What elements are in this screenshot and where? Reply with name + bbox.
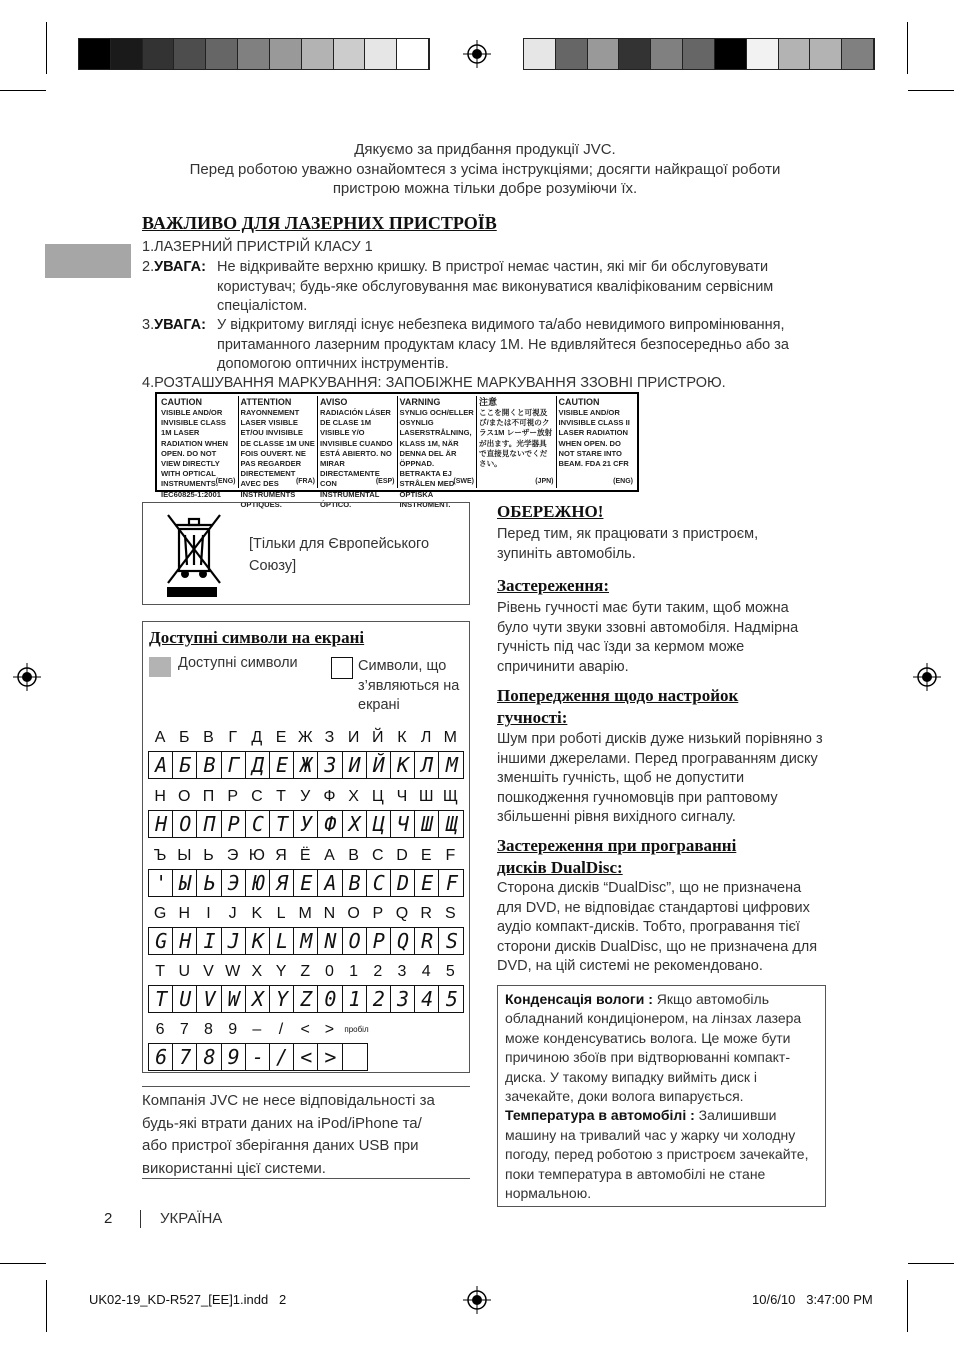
char-cell: I (206, 905, 211, 922)
char-cell: N (323, 905, 336, 922)
condensation-text: Якщо автомобіль обладнаний кондиціонером, на лінзах лазера може конденсуватись волога. Це може бути причиною збоїв при відтворюванні компакт-диска. У такому випадку вийміть диск і зачекайте, доки волога випарується. (505, 991, 802, 1105)
segment-glyph: Q (391, 928, 415, 954)
segment-glyph: 2 (367, 986, 391, 1012)
segment-glyph: P (222, 811, 246, 837)
warning-label: УВАГА: (154, 259, 206, 275)
segment-glyph: 9 (222, 1044, 246, 1070)
temperature-paragraph (505, 1106, 818, 1203)
char-cell: Ы (177, 847, 192, 864)
char-cell: А (154, 729, 166, 746)
warning-label-body: VISIBLE AND/OR INVISIBLE CLASS II LASER RADIATION WHEN OPEN. DO NOT STARE INTO BEAM. FDA 21 CFR (558, 408, 630, 469)
crop-mark (46, 22, 47, 74)
warning-label-title: AVISO (320, 397, 348, 407)
segment-glyph: L (270, 928, 294, 954)
warning-label-body: ここを開くと可視及び/または不可視のクラス1M レーザー放射が出ます。光学器具で直接見ないでください。 (479, 408, 553, 469)
segment-glyph: Б (173, 752, 197, 778)
segment-glyph: G (149, 928, 173, 954)
warn-text: Рівень гучності має бути таким, щоб можна було чути звуки ззовні автомобіля. Надмірна гучність під час їзди за кермом може спричинити аварію. (497, 600, 799, 675)
char-cell: 0 (324, 963, 334, 980)
laser-heading: ВАЖЛИВО ДЛЯ ЛАЗЕРНИХ ПРИСТРОЇВ (142, 213, 497, 233)
char-cell: D (396, 847, 408, 864)
segment-glyph: S (445, 929, 457, 953)
segment-glyph: J (222, 928, 246, 954)
char-cell: Н (154, 788, 166, 805)
char-cell: З (324, 729, 335, 746)
char-cell: Ъ (153, 847, 167, 864)
temperature-label: Температура в автомобілі : (505, 1107, 695, 1124)
segment-glyph: Ш (415, 811, 439, 837)
char-cell: Ч (396, 788, 408, 805)
warning-label-ref: (ENG) (215, 477, 236, 485)
char-cell: Т (276, 788, 286, 805)
char-cell: – (252, 1021, 262, 1038)
segment-glyph: H (149, 811, 173, 837)
laser-item-2 (142, 258, 832, 314)
segment-glyph: 4 (415, 986, 439, 1012)
char-cell: Ё (299, 847, 311, 864)
char-cell: А (324, 847, 335, 864)
intro-line: Перед роботою уважно ознайомтеся з усіма інструкціями; досягти найкращої роботи (189, 160, 781, 178)
char-cell: Й (372, 729, 384, 746)
char-cell: Y (275, 963, 287, 980)
char-cell: пробіл (344, 1025, 369, 1034)
intro-line: Дякуємо за придбання продукції JVC. (354, 141, 616, 158)
char-cell: Ф (323, 788, 336, 805)
language-tab (45, 244, 131, 278)
char-cell: X (251, 963, 263, 980)
footer-divider (140, 1210, 141, 1228)
segment-glyph: Щ (445, 812, 457, 836)
warning-label-ref: (SWE) (453, 477, 474, 485)
char-cell: 5 (445, 963, 455, 980)
color-swatch (365, 39, 397, 69)
char-cell: J (228, 905, 237, 922)
warning-label-body: VISIBLE AND/OR INVISIBLE CLASS 1M LASER RADIATION WHEN OPEN. DO NOT VIEW DIRECTLY WITH OPTICAL INSTRUMENTS. IEC60825-1:2001 (161, 408, 228, 499)
char-cell: Ь (203, 847, 214, 864)
segment-glyph (343, 1044, 367, 1070)
segment-glyph: I (197, 928, 221, 954)
char-cell: С (372, 847, 384, 864)
volume-heading: Попередження щодо настройок гучності: (497, 686, 739, 727)
warning-label-ref: (JPN) (535, 477, 554, 485)
segment-glyph: Z (294, 986, 318, 1012)
segment-glyph: Ц (367, 811, 391, 837)
segment-glyph: D (391, 870, 415, 896)
registration-mark-icon (13, 663, 41, 691)
segment-glyph: M (445, 753, 457, 777)
segment-glyph: K (246, 928, 270, 954)
char-cell: И (347, 729, 360, 746)
black-bar (167, 587, 217, 597)
segment-glyph: Г (222, 752, 246, 778)
char-cell: 6 (155, 1021, 165, 1038)
color-swatch (651, 39, 683, 69)
char-cell: Б (179, 729, 190, 746)
color-bar-left (78, 38, 430, 70)
char-cell: Э (226, 847, 239, 864)
warning-label-title: ATTENTION (240, 397, 292, 407)
warning-label-panel (477, 396, 557, 488)
color-swatch (238, 39, 270, 69)
legend-swatch-available (149, 657, 171, 677)
segment-glyph: U (173, 986, 197, 1012)
segment-glyph: Y (270, 986, 294, 1012)
color-swatch (683, 39, 715, 69)
char-cell: 1 (349, 963, 359, 980)
segment-display-row (148, 810, 464, 838)
segment-glyph: З (318, 752, 342, 778)
crop-mark (908, 1263, 954, 1264)
item-text: У відкритому вигляді існує небезпека видимого та/або невидимого випромінювання, притаманного лазерним продуктам класу 1M. Не вдивляйтеся безпосередньо або за допомогою оптичних інструментів. (217, 317, 789, 372)
char-cell: Щ (442, 788, 458, 805)
jvc-note-rule-bottom (142, 1178, 470, 1179)
char-cell: Ш (418, 788, 434, 805)
warning-label-body: SYNLIG OCH/ELLER OSYNLIG LASERSTRÅLNING, KLASS 1M, NÄR DENNA DEL ÄR ÖPPNAD. BETRAKTA EJ STRÅLEN MED OPTISKA INSTRUMENT. (399, 408, 474, 509)
char-cell: K (251, 905, 263, 922)
segment-glyph: M (294, 928, 318, 954)
segment-glyph: O (173, 811, 197, 837)
segment-glyph: W (222, 986, 246, 1012)
char-cell: У (300, 788, 311, 805)
char-cell: С (251, 788, 263, 805)
char-cell: Q (395, 905, 409, 922)
color-swatch (556, 39, 588, 69)
char-cell: П (202, 788, 215, 805)
color-swatch (111, 39, 143, 69)
segment-glyph: Э (222, 870, 246, 896)
crop-mark (908, 90, 954, 91)
segment-display-row (148, 985, 464, 1013)
intro-line: пристрою можна тільки добре розуміючи їх. (332, 180, 638, 197)
warning-label-panel (318, 396, 398, 509)
segment-glyph: Ж (294, 752, 318, 778)
char-cell: > (324, 1021, 335, 1038)
char-cell: Р (227, 788, 238, 805)
registration-mark-icon (463, 40, 491, 68)
warning-label-panel (557, 396, 636, 488)
warning-label-title: CAUTION (558, 397, 600, 407)
condensation-label: Конденсація вологи : (505, 991, 653, 1007)
caution-heading: ОБЕРЕЖНО! (497, 502, 604, 521)
char-row (148, 845, 462, 867)
char-row (148, 1019, 372, 1041)
segment-glyph: X (246, 986, 270, 1012)
legend-available: Доступні символи (178, 655, 298, 671)
jvc-note: Компанія JVC не несе відповідальності за будь-які втрати даних на iPod/iPhone та/або пристрої зберігання даних USB при використанні цієї системи. (142, 1092, 435, 1177)
page-number: 2 (104, 1210, 113, 1227)
char-cell: Д (251, 729, 263, 746)
color-swatch (334, 39, 366, 69)
color-swatch (302, 39, 334, 69)
segment-glyph: Ы (173, 870, 197, 896)
slug-file: UK02-19_KD-R527_[EE]1.indd 2 (89, 1292, 287, 1307)
char-cell: P (372, 905, 384, 922)
condensation-box (497, 985, 826, 1207)
segment-glyph: K (391, 752, 415, 778)
char-cell: Ж (297, 729, 313, 746)
warning-label-body: RAYONNEMENT LASER VISIBLE ET/OU INVISIBLE DE CLASSE 1M UNE FOIS OUVERT. NE PAS REGARDER DIRECTEMENT AVEC DES INSTRUMENTS OPTIQUES. (240, 408, 315, 509)
char-cell: G (153, 905, 167, 922)
segment-glyph: E (294, 870, 318, 896)
eu-disposal-box (142, 502, 470, 605)
segment-glyph: Я (270, 870, 294, 896)
char-cell: В (348, 847, 359, 864)
char-row (148, 786, 462, 808)
color-swatch (810, 39, 842, 69)
segment-glyph: E (415, 870, 439, 896)
warning-label-panel (398, 396, 478, 509)
segment-glyph: A (318, 870, 342, 896)
temperature-text: Залишивши машину на тривалий час у жарку чи холодну погоду, перед роботою з пристроєм зачекайте, поки температура в автомобілі не стане нормальною. (505, 1107, 809, 1202)
char-cell: В (203, 729, 214, 746)
char-cell: W (225, 963, 241, 980)
char-cell: L (276, 905, 286, 922)
char-cell: V (203, 963, 214, 980)
laser-item-1: 1.ЛАЗЕРНИЙ ПРИСТРІЙ КЛАСУ 1 (142, 239, 373, 255)
warn-heading: Застереження: (497, 576, 610, 595)
warning-label-title: 注意 (479, 397, 498, 407)
segment-glyph: П (197, 811, 221, 837)
segment-glyph: C (367, 870, 391, 896)
segment-glyph: C (246, 811, 270, 837)
segment-glyph: T (270, 811, 294, 837)
char-cell: 4 (421, 963, 431, 980)
legend-swatch-shown (331, 657, 353, 679)
segment-glyph: T (149, 986, 173, 1012)
segment-display-row (148, 927, 464, 955)
segment-glyph: V (197, 986, 221, 1012)
footer-section: УКРАЇНА (160, 1210, 223, 1227)
condensation-paragraph (505, 990, 818, 1106)
segment-glyph: < (294, 1044, 318, 1070)
color-swatch (143, 39, 175, 69)
laser-item-4: 4.РОЗТАШУВАННЯ МАРКУВАННЯ: ЗАПОБІЖНЕ МАРКУВАННЯ ЗЗОВНІ ПРИСТРОЮ. (142, 375, 726, 391)
warning-label-body: RADIACIÓN LÁSER DE CLASE 1M VISIBLE Y/O INVISIBLE CUANDO ESTÁ ABIERTO. NO MIRAR DIRECTAMENTE CON INSTRUMENTAL ÓPTICO. (320, 408, 393, 509)
char-cell: М (443, 729, 457, 746)
color-swatch (747, 39, 779, 69)
char-cell: 8 (204, 1021, 213, 1038)
char-cell: Z (300, 963, 311, 980)
segment-glyph: 6 (149, 1044, 173, 1070)
segment-glyph: 3 (391, 986, 415, 1012)
warning-label-ref: (ENG) (613, 477, 633, 485)
char-cell: Х (348, 788, 359, 805)
color-swatch (524, 39, 556, 69)
segment-glyph: O (343, 928, 367, 954)
char-cell: 7 (179, 1021, 189, 1038)
segment-display-row (148, 1043, 368, 1071)
char-cell: Ю (248, 847, 265, 864)
jvc-note-rule-top (142, 1086, 470, 1087)
color-swatch (270, 39, 302, 69)
segment-glyph: / (270, 1044, 294, 1070)
volume-text: Шум при роботі дисків дуже низький порівняно з іншими джерелами. Перед програванням диску зменшіть гучність, щоб не допустити пошкодження гучномовців при раптовому збільшенні рівня вихідного сигналу. (497, 731, 823, 825)
segment-glyph: A (149, 752, 173, 778)
color-bar-right (523, 38, 875, 70)
eu-text: [Тільки для Європейського Союзу] (249, 536, 430, 574)
color-swatch (619, 39, 651, 69)
item-number: 3. (142, 317, 155, 333)
segment-glyph: N (318, 928, 342, 954)
slug-date: 10/6/10 3:47:00 PM (752, 1292, 873, 1307)
segment-glyph: X (343, 811, 367, 837)
segment-glyph: P (367, 928, 391, 954)
warning-label-ref: (ESP) (375, 477, 395, 485)
segment-glyph: У (294, 811, 318, 837)
char-cell: H (178, 905, 191, 922)
char-cell: U (178, 963, 191, 980)
item-number: 2. (142, 259, 155, 275)
segment-glyph: Ю (246, 870, 270, 896)
char-cell: Е (275, 729, 287, 746)
color-swatch (79, 39, 111, 69)
char-cell: Ц (371, 788, 384, 805)
crop-mark (0, 90, 46, 91)
warning-label-panel (159, 396, 239, 499)
warning-label-title: CAUTION (161, 397, 202, 407)
segment-glyph: > (318, 1044, 342, 1070)
warning-label-title: VARNING (399, 397, 441, 407)
color-swatch (588, 39, 620, 69)
segment-glyph: 8 (197, 1044, 221, 1070)
segment-glyph: 1 (343, 986, 367, 1012)
segment-glyph: Ь (197, 870, 221, 896)
color-swatch (174, 39, 206, 69)
segment-glyph: B (343, 870, 367, 896)
segment-glyph: Л (415, 752, 439, 778)
segment-glyph: 7 (173, 1044, 197, 1070)
segment-glyph: И (343, 752, 367, 778)
warning-label-ref: (FRA) (295, 477, 315, 485)
char-cell: T (155, 963, 165, 980)
char-cell: < (300, 1021, 310, 1038)
segment-glyph: 5 (445, 987, 457, 1011)
color-swatch (842, 39, 874, 69)
segment-glyph: B (197, 752, 221, 778)
char-cell: 3 (397, 963, 407, 980)
segment-display-row (148, 869, 464, 897)
laser-warning-label (155, 392, 639, 509)
char-cell: S (445, 905, 456, 922)
segment-glyph: Д (246, 752, 270, 778)
intro (150, 140, 820, 199)
char-cell: R (420, 905, 432, 922)
char-cell: 9 (228, 1021, 238, 1038)
symbols-heading: Доступні символи на екрані (149, 628, 365, 647)
laser-item-3 (142, 316, 832, 372)
segment-glyph: - (246, 1044, 270, 1070)
char-cell: Л (420, 729, 432, 746)
char-row (148, 961, 462, 983)
registration-mark-icon (913, 663, 941, 691)
segment-glyph: H (173, 928, 197, 954)
segment-glyph: Ч (391, 811, 415, 837)
item-text: Не відкривайте верхню кришку. В пристрої немає частин, які міг би обслуговувати користувач; будь-яке обслуговування має виконуватися кваліфікованим сервісним спеціалістом. (217, 259, 774, 314)
char-cell: Я (275, 847, 287, 864)
char-cell: / (278, 1021, 284, 1038)
warning-label-panel (239, 396, 319, 509)
segment-glyph: ' (149, 870, 173, 896)
color-swatch (206, 39, 238, 69)
color-swatch (779, 39, 811, 69)
segment-display-row (148, 751, 464, 779)
char-row (148, 903, 462, 925)
crossed-bin-icon (163, 509, 225, 599)
segment-glyph: F (445, 871, 457, 895)
crop-mark (46, 1280, 47, 1332)
registration-mark-icon (463, 1286, 491, 1314)
char-cell: К (397, 729, 407, 746)
segment-glyph: 0 (318, 986, 342, 1012)
color-swatch (715, 39, 747, 69)
segment-glyph: E (270, 752, 294, 778)
char-cell: O (347, 905, 360, 922)
char-cell: Г (228, 729, 237, 746)
char-cell: E (420, 847, 432, 864)
color-swatch (397, 39, 429, 69)
char-row (148, 727, 462, 749)
char-cell: F (445, 847, 456, 864)
warning-label: УВАГА: (154, 317, 206, 333)
char-cell: О (178, 788, 191, 805)
dualdisc-heading: Застереження при програванні дисків DualDisc: (497, 836, 737, 877)
crop-mark (907, 1280, 908, 1332)
legend-shown: Символи, що з’являються на екрані (358, 658, 460, 713)
segment-glyph: Й (367, 752, 391, 778)
caution-text: Перед тим, як працювати з пристроєм, зупиніть автомобіль. (497, 526, 759, 562)
crop-mark (907, 22, 908, 74)
crop-mark (0, 1263, 46, 1264)
char-cell: 2 (373, 963, 383, 980)
dualdisc-text: Сторона дисків “DualDisc”, що не призначена для DVD, не відповідає стандартові цифрових аудіо компакт-дисків. Тобто, програвання тієї сторони дисків DualDisc, що не призначена для DVD, на цій системі не рекомендовано. (497, 880, 818, 974)
char-cell: M (298, 905, 312, 922)
segment-glyph: Ф (318, 811, 342, 837)
segment-glyph: R (415, 928, 439, 954)
